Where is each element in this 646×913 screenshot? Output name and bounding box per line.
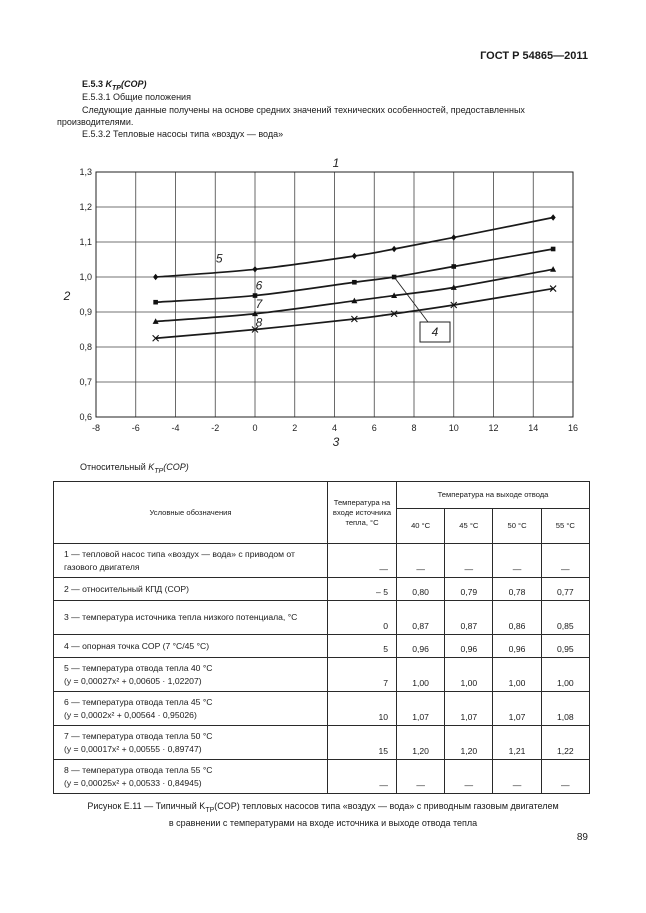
row-desc-text: 1 — тепловой насос типа «воздух — вода» с приводом от газового двигателя — [64, 548, 295, 572]
row-desc-text: 4 — опорная точка COP (7 °С/45 °С) — [64, 640, 210, 651]
x-tick-label: -2 — [211, 423, 220, 433]
row-value: — — [493, 544, 541, 578]
heading-sub: ТР — [112, 84, 121, 92]
row-value: — — [493, 760, 541, 794]
row-value: 0,95 — [541, 635, 589, 658]
row-description — [54, 658, 328, 692]
row-value: 0,87 — [397, 601, 445, 635]
y-tick-label: 0,9 — [79, 307, 92, 317]
x-tick-label: 12 — [488, 423, 499, 433]
x-tick-label: 14 — [528, 423, 539, 433]
rel-sub: ТР — [154, 467, 164, 475]
row-value: 0,96 — [445, 635, 493, 658]
row-description — [54, 544, 328, 578]
head-out-col: 55 °С — [541, 509, 589, 544]
row-source-temp: – 5 — [328, 578, 397, 601]
row-value: 1,08 — [541, 692, 589, 726]
row-value: 1,07 — [493, 692, 541, 726]
figure-caption — [50, 800, 596, 830]
figure-caption-line1 — [50, 800, 596, 817]
x-tick-label: 16 — [567, 423, 579, 433]
row-value: 1,00 — [397, 658, 445, 692]
row-formula: (y = 0,00027x² + 0,00605 · 1,02207) — [64, 675, 202, 686]
head-out-col: 45 °С — [445, 509, 493, 544]
intro-paragraph: Следующие данные получены на основе средних значений технических особенностей, предоставленных производителями. — [57, 105, 525, 127]
row-value: — — [541, 544, 589, 578]
series-label: 6 — [255, 278, 263, 293]
row-desc-text: 3 — температура источника тепла низкого потенциала, °С — [64, 612, 298, 622]
figcap-rest: (COP) тепловых насосов типа «воздух — вода» с приводным газовым двигателем — [214, 801, 559, 811]
row-source-temp: 15 — [328, 726, 397, 760]
row-formula: (y = 0,00025x² + 0,00533 · 0,84945) — [64, 777, 202, 788]
row-value: 1,20 — [445, 726, 493, 760]
heading-rest: (COP) — [120, 79, 147, 89]
rel-prefix: Относительный — [80, 462, 149, 472]
annotation-leader — [394, 277, 428, 322]
row-value: 1,00 — [493, 658, 541, 692]
y-axis-label: 2 — [63, 289, 71, 303]
relative-cop-caption — [80, 462, 189, 475]
data-point — [451, 264, 456, 269]
data-point — [451, 234, 456, 240]
table-row — [54, 658, 590, 692]
figcap-text: Рисунок Е.11 — Типичный K — [87, 801, 206, 811]
x-tick-label: 10 — [448, 423, 459, 433]
row-value: 1,00 — [445, 658, 493, 692]
row-description — [54, 578, 328, 601]
row-source-temp: 0 — [328, 601, 397, 635]
x-tick-label: -4 — [171, 423, 180, 433]
rel-rest: (COP) — [163, 462, 189, 472]
row-source-temp: 5 — [328, 635, 397, 658]
head-desc: Условные обозначения — [54, 482, 328, 544]
row-value: 0,96 — [397, 635, 445, 658]
table-row — [54, 635, 590, 658]
series-label: 5 — [215, 251, 223, 266]
row-value: 0,78 — [493, 578, 541, 601]
row-formula: (y = 0,0002x² + 0,00564 · 0,95026) — [64, 709, 197, 720]
annotation-label: 4 — [431, 325, 439, 339]
row-value: 1,22 — [541, 726, 589, 760]
row-description — [54, 635, 328, 658]
row-desc-text: 2 — относительный КПД (COP) — [64, 583, 189, 594]
row-source-temp: 7 — [328, 658, 397, 692]
row-formula: (y = 0,00017x² + 0,00555 · 0,89747) — [64, 743, 202, 754]
row-value: — — [397, 760, 445, 794]
row-desc-text: 8 — температура отвода тепла 55 °С — [64, 764, 213, 775]
rel-k: K — [148, 462, 155, 472]
page-number: 89 — [576, 832, 588, 843]
head-out-col: 40 °С — [397, 509, 445, 544]
table-row — [54, 726, 590, 760]
data-point — [153, 300, 158, 305]
row-value: — — [397, 544, 445, 578]
y-tick-label: 0,7 — [79, 377, 92, 387]
row-value: 0,87 — [445, 601, 493, 635]
row-desc-text: 6 — температура отвода тепла 45 °С — [64, 696, 213, 707]
row-description — [54, 726, 328, 760]
row-value: — — [445, 760, 493, 794]
row-source-temp: — — [328, 544, 397, 578]
row-value: 1,07 — [445, 692, 493, 726]
row-desc-text: 7 — температура отвода тепла 50 °С — [64, 730, 213, 741]
y-tick-label: 1,3 — [79, 167, 92, 177]
row-source-temp: — — [328, 760, 397, 794]
row-value: 1,20 — [397, 726, 445, 760]
row-value: 1,07 — [397, 692, 445, 726]
row-value: — — [541, 760, 589, 794]
x-tick-label: 6 — [371, 423, 377, 433]
heading-number: E.5.3 — [82, 79, 104, 89]
table-row — [54, 692, 590, 726]
y-tick-label: 0,6 — [79, 412, 92, 422]
row-value: 0,80 — [397, 578, 445, 601]
subsection-1: Е.5.3.1 Общие положения — [82, 92, 191, 102]
head-out: Температура на выходе отвода — [397, 482, 590, 509]
y-tick-label: 1,2 — [79, 202, 92, 212]
row-source-temp: 10 — [328, 692, 397, 726]
head-src: Температура на входе источника тепла, °С — [328, 482, 397, 544]
data-point — [352, 280, 357, 285]
standard-header: ГОСТ Р 54865—2011 — [480, 50, 588, 62]
row-description — [54, 692, 328, 726]
row-value: 1,21 — [493, 726, 541, 760]
x-tick-label: 2 — [292, 423, 298, 433]
row-desc-text: 5 — температура отвода тепла 40 °С — [64, 662, 213, 673]
table-row — [54, 544, 590, 578]
x-tick-label: 4 — [331, 423, 338, 433]
row-value: 0,79 — [445, 578, 493, 601]
y-tick-label: 1,0 — [79, 272, 92, 282]
row-value: 0,96 — [493, 635, 541, 658]
series-label: 7 — [255, 296, 263, 311]
data-point — [551, 247, 556, 252]
data-point — [252, 266, 257, 272]
row-value: — — [445, 544, 493, 578]
head-out-col: 50 °С — [493, 509, 541, 544]
table-row — [54, 760, 590, 794]
row-value: 0,85 — [541, 601, 589, 635]
subsection-2: Е.5.3.2 Тепловые насосы типа «воздух — вода» — [82, 129, 284, 139]
row-value: 0,86 — [493, 601, 541, 635]
figure-caption-line2: в сравнении с температурами на входе источника и выходе отвода тепла — [168, 817, 478, 828]
heading-k: K — [105, 79, 113, 89]
table-row — [54, 601, 590, 635]
row-description — [54, 601, 328, 635]
row-value: 1,00 — [541, 658, 589, 692]
data-point — [392, 246, 397, 252]
y-tick-label: 1,1 — [79, 237, 92, 247]
x-tick-label: -8 — [91, 423, 101, 433]
data-point — [153, 274, 158, 280]
x-tick-label: 0 — [252, 423, 258, 433]
x-axis-label: 3 — [332, 435, 340, 449]
row-description — [54, 760, 328, 794]
series-label: 8 — [255, 315, 263, 330]
x-tick-label: -6 — [131, 423, 140, 433]
data-point — [352, 253, 357, 259]
data-point — [551, 214, 556, 220]
row-value: 0,77 — [541, 578, 589, 601]
figcap-sub: ТР — [205, 806, 215, 814]
data-table — [53, 481, 590, 794]
table-row — [54, 578, 590, 601]
chart-title: 1 — [332, 156, 340, 170]
x-tick-label: 8 — [411, 423, 417, 433]
y-tick-label: 0,8 — [79, 342, 92, 352]
